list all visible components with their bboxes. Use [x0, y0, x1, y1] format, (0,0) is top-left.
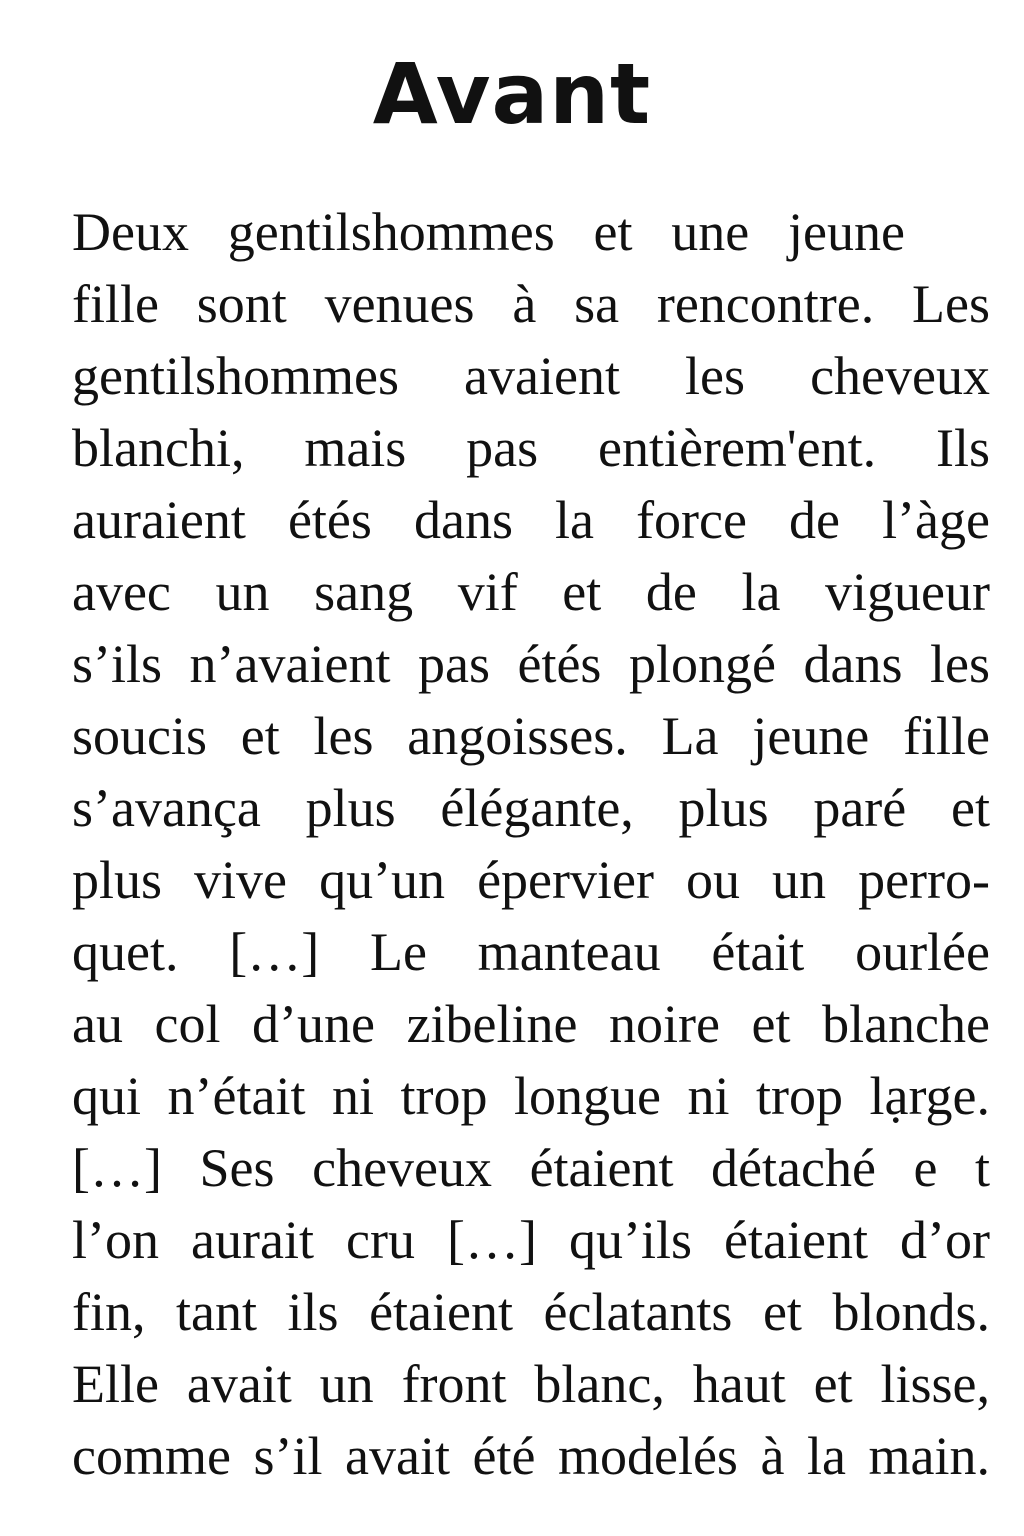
page-title: Avant	[372, 45, 652, 143]
text-line: gentilshommes avaient les cheveux	[72, 346, 990, 406]
text-line: fille sont venues à sa rencontre. Les	[72, 274, 990, 334]
text-line: fin, tant ils étaient éclatants et blonds.	[72, 1282, 990, 1342]
text-line: Deux gentilshommes et une jeune	[72, 202, 905, 262]
text-line: avec un sang vif et de la vigueur	[72, 562, 990, 622]
text-line: l’on aurait cru […] qu’ils étaient d’or	[72, 1210, 990, 1270]
text-line: auraient étés dans la force de l’àge	[72, 490, 990, 550]
text-line: soucis et les angoisses. La jeune fille	[72, 706, 990, 766]
text-line: […] Ses cheveux étaient détaché e t	[72, 1138, 990, 1198]
text-line: quet. […] Le manteau était ourlée	[72, 922, 990, 982]
text-line: comme s’il avait été modelés à la main.	[72, 1426, 990, 1486]
text-line: s’ils n’avaient pas étés plongé dans les	[72, 634, 990, 694]
text-line: au col d’une zibeline noire et blanche	[72, 994, 990, 1054]
body-paragraph	[72, 196, 990, 1492]
text-line: Elle avait un front blanc, haut et lisse,	[72, 1354, 990, 1414]
text-line: plus vive qu’un épervier ou un perro-	[72, 850, 990, 910]
text-line: s’avança plus élégante, plus paré et	[72, 778, 990, 838]
text-line: qui n’était ni trop longue ni trop lạrge.	[72, 1066, 990, 1126]
text-line: blanchi, mais pas entièrem'ent. Ils	[72, 418, 990, 478]
